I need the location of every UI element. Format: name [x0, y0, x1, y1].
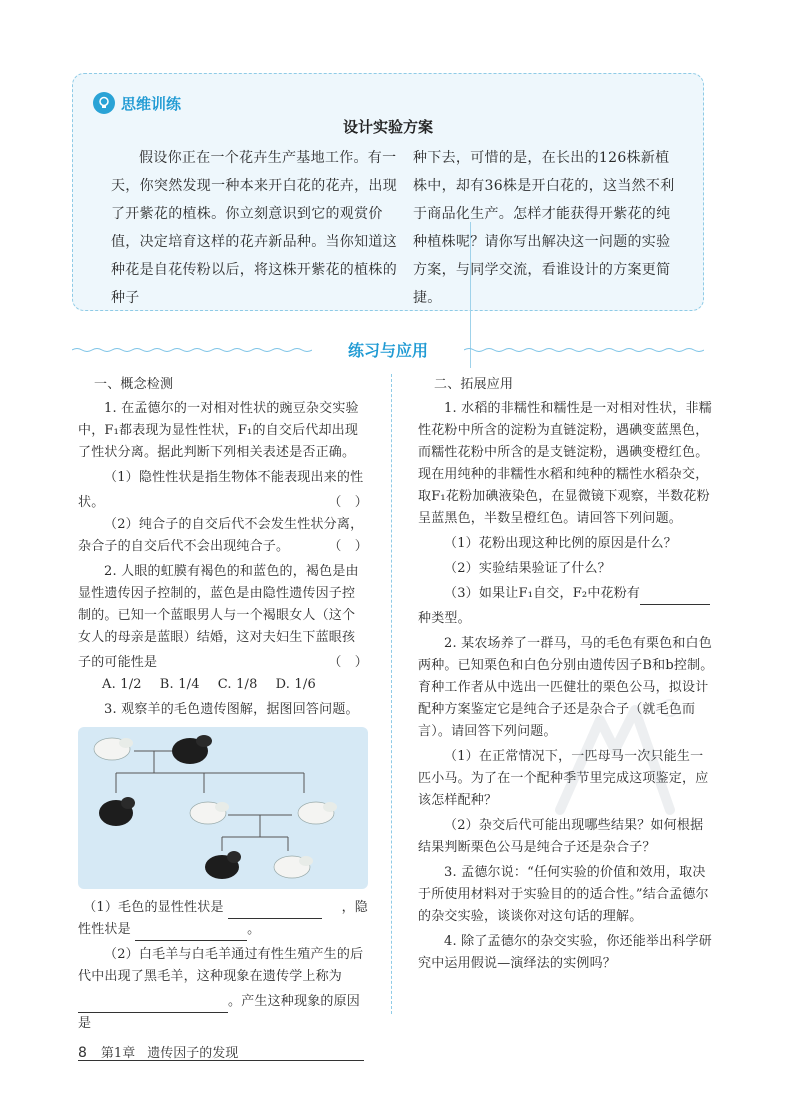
sheep-pedigree-figure	[78, 727, 368, 889]
question-1-1-line1: （1）隐性性状是指生物体不能表现出来的性	[104, 470, 364, 485]
question-3-1-prefix: （1）毛色的显性性状是	[83, 900, 224, 915]
ext-question-1-3-end: 种类型。	[418, 611, 471, 626]
question-1-1-line2	[78, 492, 368, 514]
question-3-1-suffix: ，隐	[341, 900, 368, 915]
option-c: C. 1/8	[217, 677, 258, 692]
answer-blank[interactable]	[228, 904, 322, 919]
right-column	[418, 374, 714, 978]
chapter-label: 第1章	[100, 1046, 136, 1061]
black-sheep-icon	[99, 797, 135, 826]
question-3-1-line2	[78, 919, 368, 941]
extension-heading: 二、拓展应用	[434, 377, 514, 392]
answer-blank[interactable]	[640, 590, 710, 605]
option-d: D. 1/6	[275, 677, 316, 692]
chapter-title: 遗传因子的发现	[147, 1046, 239, 1061]
ext-question-2: 2. 某农场养了一群马，马的毛色有栗色和白色两种。已知栗色和白色分别由遗传因子B和b控制。育种工作者从中选出一匹健壮的栗色公马，拟设计配种方案鉴定它是纯合子还是杂合子（就毛色而言）。请回答下列问题。	[418, 636, 714, 739]
ext-question-4: 4. 除了孟德尔的杂交实验，你还能举出科学研究中运用假说—演绎法的实例吗？	[418, 934, 712, 971]
question-1-2-text: （2）纯合子的自交后代不会发生性状分离，杂合子的自交后代不会出现纯合子。	[78, 517, 364, 554]
answer-blank[interactable]	[135, 926, 247, 941]
thinking-title: 设计实验方案	[342, 118, 433, 136]
wave-divider-left	[72, 347, 312, 353]
question-3-2-line2	[78, 991, 368, 1035]
ext-question-1-3-text: （3）如果让F₁自交，F₂中花粉有	[444, 586, 641, 601]
page-footer	[78, 1042, 238, 1061]
question-3-2-text: 。产生这种现象的原因是	[78, 994, 361, 1031]
column-divider	[391, 374, 392, 1014]
question-3: 3. 观察羊的毛色遗传图解，据图回答问题。	[104, 702, 359, 717]
ext-question-1-3	[418, 583, 714, 605]
question-2-text: 子的可能性是	[78, 655, 158, 670]
white-sheep-icon	[190, 802, 229, 824]
page-number: 8	[78, 1045, 87, 1061]
left-column	[78, 374, 368, 1061]
thinking-tag-label: 思维训练	[121, 94, 182, 113]
ext-question-3: 3. 孟德尔说：“任何实验的价值和效用，取决于所使用材料对于实验目的的适合性。”结合孟德尔的杂交实验，谈谈你对这句话的理解。	[418, 865, 709, 924]
thinking-text-right: 种下去，可惜的是，在长出的126株新植株中，却有36株是开白花的，这当然不利于商品化生产。怎样才能获得开紫花的纯种植株呢？请你写出解决这一问题的实验方案，与同学交流，看谁设计的方案更简捷。	[413, 150, 675, 306]
white-sheep-icon	[274, 856, 313, 878]
white-sheep-icon	[94, 738, 133, 760]
question-1: 1. 在孟德尔的一对相对性状的豌豆杂交实验中，F₁都表现为显性性状，F₁的自交后代却出现了性状分离。据此判断下列相关表述是否正确。	[78, 401, 359, 460]
white-sheep-icon	[298, 802, 337, 824]
question-1-2	[78, 514, 368, 558]
question-1-1-text: 状。	[78, 495, 105, 510]
option-a: A. 1/2	[102, 677, 142, 692]
question-3-1-line1	[78, 897, 368, 919]
question-3-1-end: 。	[247, 922, 261, 937]
ext-question-1-1: （1）花粉出现这种比例的原因是什么？	[444, 536, 677, 551]
thinking-text-left: 假设你正在一个花卉生产基地工作。有一天，你突然发现一种本来开白花的花卉，出现了开紫花的植株。你立刻意识到它的观赏价值，决定培育这样的花卉新品种。当你知道这种花是自花传粉以后，将这株开紫花的植株的种子	[111, 150, 397, 306]
question-3-1-text	[78, 897, 322, 919]
answer-paren: （ ）	[328, 655, 368, 670]
ext-question-1-2: （2）实验结果验证了什么？	[444, 561, 611, 576]
concept-check-heading: 一、概念检测	[94, 377, 174, 392]
question-2: 2. 人眼的虹膜有褐色的和蓝色的，褐色是由显性遗传因子控制的，蓝色是由隐性遗传因子控制的。已知一个蓝眼男人与一个褐眼女人（这个女人的母亲是蓝眼）结婚，这对夫妇生下蓝眼孩	[78, 564, 359, 645]
thinking-tag	[93, 92, 181, 114]
ext-question-1: 1. 水稻的非糯性和糯性是一对相对性状，非糯性花粉中所含的淀粉为直链淀粉，遇碘变蓝黑色，而糯性花粉中所含的是支链淀粉，遇碘变橙红色。现在用纯种的非糯性水稻和纯种的糯性水稻杂交，取F₁花粉加碘液染色，在显微镜下观察，半数花粉呈蓝黑色，半数呈橙红色。请回答下列问题。	[418, 401, 712, 526]
answer-paren: （ ）	[328, 495, 368, 510]
question-3-2: （2）白毛羊与白毛羊通过有性生殖产生的后代中出现了黑毛羊，这种现象在遗传学上称为	[78, 947, 364, 984]
pedigree-lines	[78, 727, 368, 889]
section-title: 练习与应用	[347, 341, 428, 360]
lightbulb-icon	[93, 92, 115, 114]
ext-question-2-2: （2）杂交后代可能出现哪些结果？如何根据结果判断栗色公马是纯合子还是杂合子？	[418, 818, 704, 855]
answer-paren: （ ）	[328, 539, 368, 554]
wave-divider-right	[464, 347, 704, 353]
question-3-1-label: 性性状是	[78, 922, 131, 937]
publisher-watermark	[540, 690, 690, 830]
black-sheep-icon	[172, 735, 212, 764]
thinking-training-box	[72, 73, 704, 311]
question-2-end	[78, 652, 368, 674]
answer-blank[interactable]	[78, 998, 228, 1013]
question-2-options	[78, 674, 368, 696]
section-header	[72, 336, 704, 364]
ext-question-2-1: （1）在正常情况下，一匹母马一次只能生一匹小马。为了在一个配种季节里完成这项鉴定，应该怎样配种？	[418, 749, 709, 808]
black-sheep-icon	[205, 851, 241, 879]
option-b: B. 1/4	[159, 677, 200, 692]
